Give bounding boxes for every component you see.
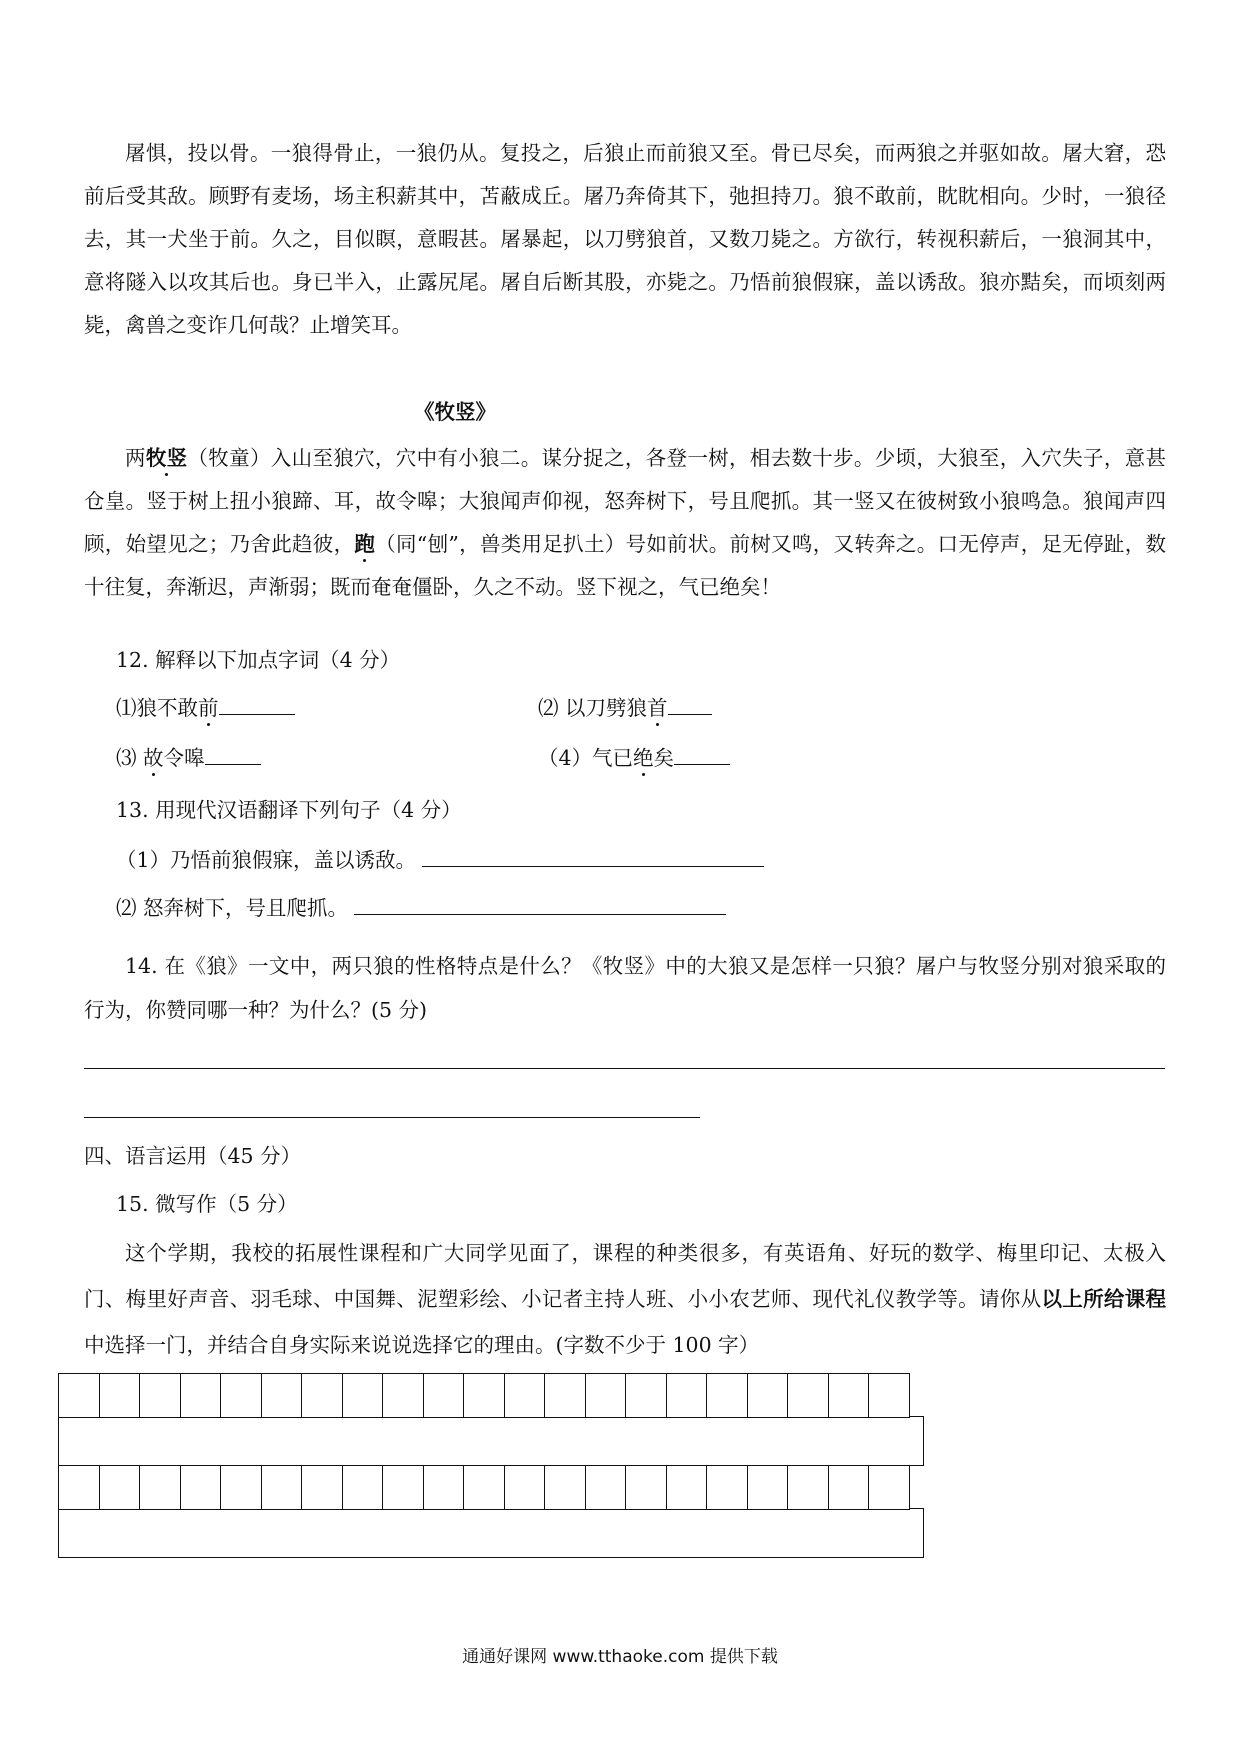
grid-cell[interactable]	[139, 1465, 181, 1510]
passage-mushu-title: 《牧竖》	[414, 400, 496, 424]
dotted-word-pao: 跑	[354, 532, 376, 556]
grid-cell[interactable]	[301, 1373, 343, 1418]
grid-row-1	[58, 1374, 924, 1418]
answer-blank-12-4[interactable]	[674, 744, 730, 765]
grid-cell[interactable]	[625, 1373, 667, 1418]
grid-cell[interactable]	[180, 1465, 222, 1510]
passage-mushu-body: （牧童）入山至狼穴，穴中有小狼二。谋分捉之，各登一树，相去数十步。少顷，大狼至，入穴失子，意甚仓皇。竖于树上扭小狼蹄、耳，故令嗥；大狼闻声仰视，怒奔树下，号且爬抓。其一竖又在彼树致小狼鸣急。狼闻声四顾，始望见之；乃舍此趋彼，	[84, 446, 1167, 556]
grid-cell[interactable]	[342, 1373, 384, 1418]
grid-cell[interactable]	[706, 1373, 748, 1418]
grid-spacer-row-2[interactable]	[58, 1508, 924, 1558]
grid-cell[interactable]	[504, 1373, 546, 1418]
grid-cell[interactable]	[58, 1465, 100, 1510]
answer-blank-13-1[interactable]	[422, 846, 764, 867]
grid-cell[interactable]	[423, 1465, 465, 1510]
dotted-word-shou: 首	[647, 696, 668, 720]
grid-cell[interactable]	[585, 1373, 627, 1418]
q12-item-2: ⑵ 以刀劈狼首	[538, 694, 712, 722]
grid-cell[interactable]	[666, 1373, 708, 1418]
q15-title: 15. 微写作（5 分）	[116, 1192, 298, 1216]
grid-cell[interactable]	[261, 1465, 303, 1510]
q13-sentence-2: ⑵ 怒奔树下，号且爬抓。	[116, 894, 726, 922]
grid-cell[interactable]	[666, 1465, 708, 1510]
grid-cell[interactable]	[261, 1373, 303, 1418]
grid-cell[interactable]	[585, 1465, 627, 1510]
grid-cell[interactable]	[301, 1465, 343, 1510]
emphasis-courses: 以上所给课程	[1041, 1287, 1167, 1311]
grid-cell[interactable]	[220, 1373, 262, 1418]
q12-item-4: （4）气已绝矣	[538, 744, 730, 772]
dotted-word-gu: 故	[143, 746, 164, 770]
answer-grid-sheet	[58, 1374, 924, 1558]
answer-blank-12-2[interactable]	[668, 694, 712, 715]
grid-cell[interactable]	[99, 1465, 141, 1510]
q12-item-3: ⑶ 故令嗥	[116, 744, 261, 772]
q13-title: 13. 用现代汉语翻译下列句子（4 分）	[116, 798, 462, 822]
q12-title: 12. 解释以下加点字词（4 分）	[116, 648, 401, 672]
grid-cell[interactable]	[787, 1465, 829, 1510]
dotted-word-jue: 绝	[633, 746, 654, 770]
grid-cell[interactable]	[423, 1373, 465, 1418]
grid-cell[interactable]	[220, 1465, 262, 1510]
q14-text: 14. 在《狼》一文中，两只狼的性格特点是什么？《牧竖》中的大狼又是怎样一只狼？屠户与牧竖分别对狼采取的行为，你赞同哪一种？为什么？(5 分)	[84, 954, 1166, 1022]
passage-mushu-end: （同“刨”，兽类用足扒土）号如前状。前树又鸣，又转奔之。口无停声，足无停趾，数十往复，奔渐迟，声渐弱；既而奄奄僵卧，久之不动。竖下视之，气已绝矣！	[84, 532, 1167, 599]
answer-line-14-2[interactable]	[84, 1117, 700, 1118]
grid-cell[interactable]	[625, 1465, 667, 1510]
grid-cell[interactable]	[382, 1373, 424, 1418]
grid-cell[interactable]	[706, 1465, 748, 1510]
grid-cell[interactable]	[544, 1465, 586, 1510]
grid-cell[interactable]	[504, 1465, 546, 1510]
section-4-title: 四、语言运用（45 分）	[84, 1144, 302, 1168]
grid-cell[interactable]	[868, 1373, 910, 1418]
grid-cell[interactable]	[868, 1465, 910, 1510]
grid-cell[interactable]	[828, 1465, 870, 1510]
passage-mushu	[84, 437, 1166, 609]
grid-cell[interactable]	[463, 1465, 505, 1510]
grid-cell[interactable]	[139, 1373, 181, 1418]
answer-line-14-1[interactable]	[84, 1068, 1165, 1069]
grid-cell[interactable]	[58, 1373, 100, 1418]
q13-sentence-1: （1）乃悟前狼假寐，盖以诱敌。	[116, 846, 764, 874]
passage-wolf: 屠惧，投以骨。一狼得骨止，一狼仍从。复投之，后狼止而前狼又至。骨已尽矣，而两狼之并驱如故。屠大窘，恐前后受其敌。顾野有麦场，场主积薪其中，苫蔽成丘。屠乃奔倚其下，弛担持刀。狼不敢前，眈眈相向。少时，一狼径去，其一犬坐于前。久之，目似瞑，意暇甚。屠暴起，以刀劈狼首，又数刀毙之。方欲行，转视积薪后，一狼洞其中，意将隧入以攻其后也。身已半入，止露尻尾。屠自后断其股，亦毙之。乃悟前狼假寐，盖以诱敌。狼亦黠矣，而顷刻两毙，禽兽之变诈几何哉？止增笑耳。	[84, 141, 1166, 337]
grid-cell[interactable]	[544, 1373, 586, 1418]
passage-mushu-head: 两	[125, 446, 146, 470]
grid-spacer-row-1[interactable]	[58, 1416, 924, 1466]
page-footer: 通通好课网 www.tthaoke.com 提供下载	[462, 1647, 778, 1667]
grid-cell[interactable]	[828, 1373, 870, 1418]
grid-cell[interactable]	[382, 1465, 424, 1510]
q15-text: 这个学期，我校的拓展性课程和广大同学见面了，课程的种类很多，有英语角、好玩的数学、梅里印记、太极入门、梅里好声音、羽毛球、中国舞、泥塑彩绘、小记者主持人班、小小农艺师、现代礼仪教学等。请你从以上所给课程中选择一门，并结合自身实际来说说选择它的理由。(字数不少于 100 字）	[84, 1241, 1167, 1357]
dotted-word-qian: 前	[198, 696, 219, 720]
grid-cell[interactable]	[747, 1465, 789, 1510]
answer-blank-12-3[interactable]	[205, 744, 261, 765]
q12-item-1: ⑴狼不敢前	[116, 694, 295, 722]
grid-cell[interactable]	[342, 1465, 384, 1510]
grid-row-2	[58, 1466, 924, 1510]
grid-cell[interactable]	[463, 1373, 505, 1418]
grid-cell[interactable]	[180, 1373, 222, 1418]
grid-cell[interactable]	[747, 1373, 789, 1418]
grid-cell[interactable]	[99, 1373, 141, 1418]
answer-blank-13-2[interactable]	[354, 894, 726, 915]
grid-cell[interactable]	[787, 1373, 829, 1418]
dotted-word-mushu: 牧竖	[145, 446, 188, 470]
answer-blank-12-1[interactable]	[219, 694, 295, 715]
